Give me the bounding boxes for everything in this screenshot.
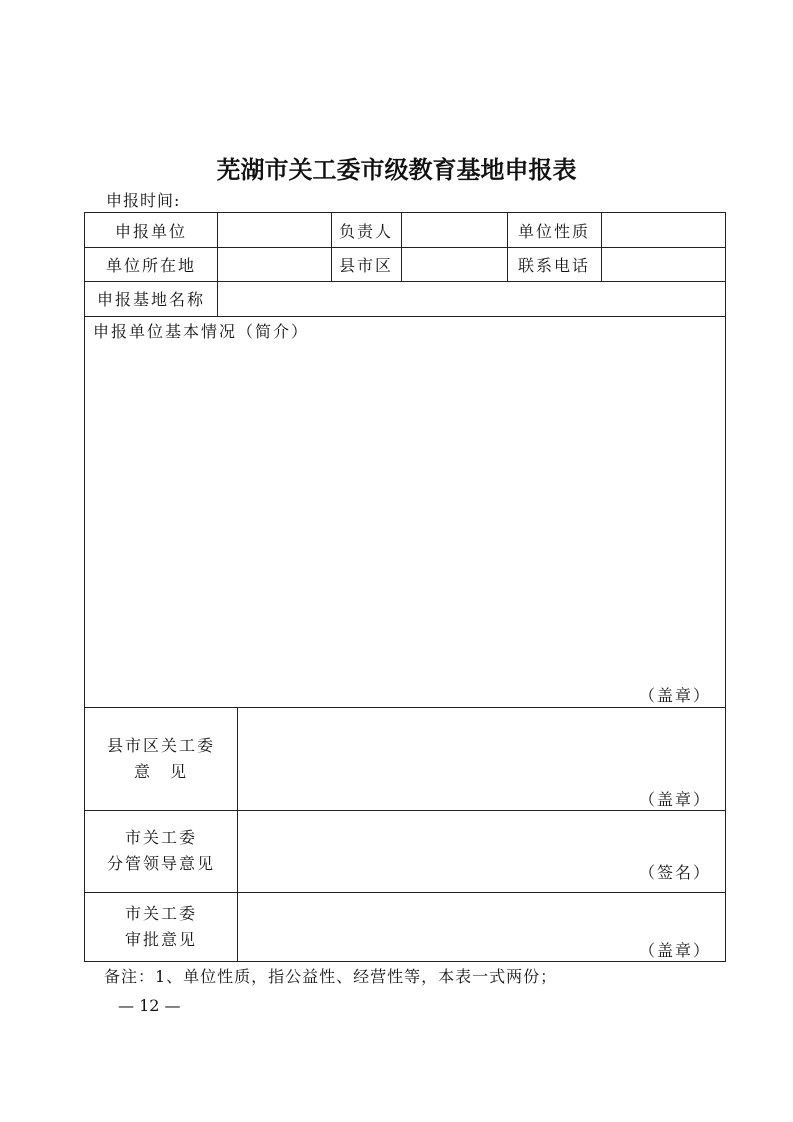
base-name-label: 申报基地名称 [96,290,205,309]
county-committee-label [85,707,237,810]
city-approval-line2: 审批意见 [124,929,197,949]
city-approval-label [85,892,237,961]
unit-label: 申报单位 [114,221,187,241]
intro-field[interactable] [86,343,724,683]
phone-label: 联系电话 [517,255,590,275]
nature-field[interactable] [602,214,724,246]
city-leader-line1: 市关工委 [124,828,197,847]
nature-label: 单位性质 [517,221,590,241]
footnote: 备注：1、单位性质，指公益性、经营性等，本表一式两份； [104,967,558,986]
phone-field[interactable] [602,248,724,280]
county-committee-line1: 县市区关工委 [106,735,215,755]
application-form [84,212,726,962]
leader-field[interactable] [402,214,506,246]
seal-mark: （盖章） [638,686,711,705]
unit-field[interactable] [218,214,330,246]
seal-mark: （盖章） [638,941,711,960]
page-title: 芜湖市关工委市级教育基地申报表 [216,155,577,184]
city-leader-label [85,810,237,892]
city-approval-line1: 市关工委 [124,903,197,923]
intro-label: 申报单位基本情况（简介） [93,322,310,341]
location-field[interactable] [218,248,330,280]
city-leader-opinion-field[interactable] [238,811,724,863]
county-opinion-field[interactable] [238,708,724,780]
county-field[interactable] [402,248,506,280]
apply-time-label: 申报时间: [106,191,181,210]
county-committee-line2: 意 见 [133,761,188,781]
signature-mark: （签名） [638,863,711,882]
seal-mark: （盖章） [638,790,711,809]
location-label: 单位所在地 [105,255,196,275]
base-name-field[interactable] [218,282,724,315]
city-leader-line2: 分管领导意见 [106,854,215,873]
city-approval-field[interactable] [238,893,724,933]
row-divider [85,316,725,317]
leader-label: 负责人 [338,221,393,241]
county-label: 县市区 [338,255,393,275]
page-number: — 12 — [118,996,181,1015]
